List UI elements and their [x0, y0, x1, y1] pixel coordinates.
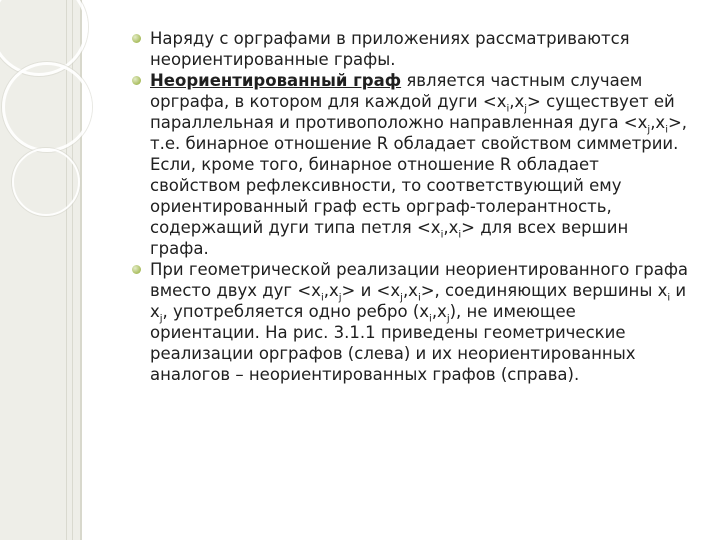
bullet-item-2	[130, 70, 690, 259]
subscript: i	[429, 313, 432, 325]
subscript: j	[338, 292, 342, 304]
text-run: ,x	[323, 281, 339, 300]
text-run: , употребляется одно ребро (x	[162, 302, 430, 321]
text-run: >, т.е. бинарное отношение R обладает свойством симметрии. Если, кроме того, бинарное отношение R обладает свойством рефлексивности, то соответствующий ему ориентированный граф есть орграф-толерантность, содержащий дуги типа петля <x	[150, 113, 688, 237]
decorative-ring	[2, 62, 92, 152]
defined-term: Неориентированный граф	[150, 71, 402, 90]
subscript: i	[506, 103, 510, 115]
circle-bullet-icon	[132, 76, 141, 85]
bullet-list	[130, 28, 690, 385]
subscript: j	[647, 124, 651, 136]
text-run: > и <x	[341, 281, 401, 300]
text-run: ,x	[509, 92, 525, 111]
text-run: ,x	[650, 113, 666, 132]
text-run: > для всех вершин графа.	[150, 218, 629, 258]
subscript: j	[524, 103, 528, 115]
subscript: i	[667, 292, 671, 304]
text-run: ,x	[431, 302, 447, 321]
circle-bullet-icon	[132, 34, 141, 43]
text-run: и x	[150, 281, 687, 321]
slide-content	[130, 28, 690, 385]
bullet-text: Наряду с орграфами в приложениях рассматриваются неориентированные графы.	[150, 29, 630, 69]
decorative-sidebar	[0, 0, 82, 540]
bullet-item-1	[130, 28, 690, 70]
subscript: i	[417, 292, 421, 304]
circle-bullet-icon	[132, 265, 141, 274]
text-run: ), не имеющее ориентации. На рис. 3.1.1 приведены геометрические реализации орграфов (слева) и их неориентированных аналогов – неориентированных графов (справа).	[150, 302, 636, 384]
subscript: i	[458, 229, 462, 241]
text-run: >, соединяющих вершины x	[420, 281, 668, 300]
subscript: i	[440, 229, 444, 241]
subscript: j	[400, 292, 403, 304]
text-run: При геометрической реализации неориентированного графа вместо двух дуг <x	[150, 260, 689, 300]
decorative-ring	[12, 148, 80, 216]
subscript: i	[665, 124, 668, 136]
bullet-item-3	[130, 259, 690, 385]
text-run: ,x	[402, 281, 418, 300]
subscript: j	[446, 313, 450, 325]
text-run: > существует ей параллельная и противоположно направленная дуга <x	[150, 92, 675, 132]
subscript: j	[159, 313, 163, 325]
text-run: является частным случаем орграфа, в котором для каждой дуги <x	[150, 71, 643, 111]
subscript: i	[320, 292, 324, 304]
text-run: ,x	[443, 218, 459, 237]
